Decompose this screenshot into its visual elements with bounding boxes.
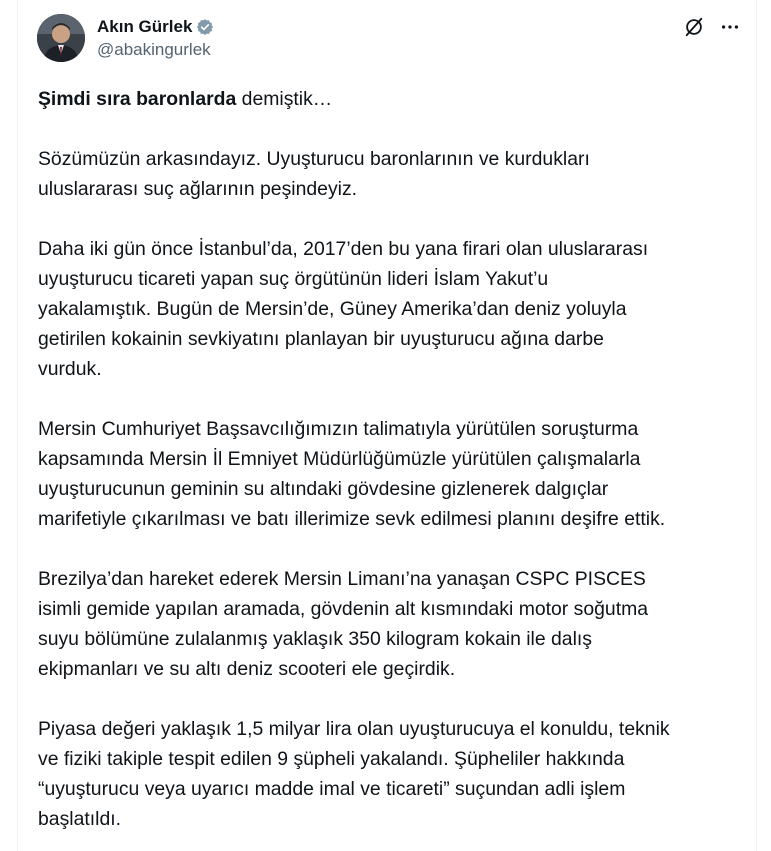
post-paragraph-3 xyxy=(38,414,750,534)
post-paragraph-5 xyxy=(38,714,750,834)
text-line: ekipmanları ve su altı deniz scooteri ele geçirdik. xyxy=(38,658,456,680)
author-display-name[interactable]: Akın Gürlek xyxy=(97,17,193,36)
text-line: kapsamında Mersin İl Emniyet Müdürlüğümüzle yürütülen çalışmalarla xyxy=(38,448,641,470)
text-line: Brezilya’dan hareket ederek Mersin Limanı’na yanaşan CSPC PISCES xyxy=(38,568,646,590)
text-line: suyu bölümüne zulalanmış yaklaşık 350 kilogram kokain ile dalış xyxy=(38,628,592,650)
text-line: uluslararası suç ağlarının peşindeyiz. xyxy=(38,178,358,200)
text-line: uyuşturucunun geminin su altındaki gövdesine gizlenerek dalgıçlar xyxy=(38,478,609,500)
post-header-actions xyxy=(683,16,741,38)
post-intro-rest: demiştik… xyxy=(236,88,333,110)
post-paragraph-2 xyxy=(38,234,750,384)
post-intro-bold: Şimdi sıra baronlarda xyxy=(38,88,237,110)
grok-icon[interactable] xyxy=(683,16,705,38)
text-line: Daha iki gün önce İstanbul’da, 2017’den bu yana firari olan uluslararası xyxy=(38,238,649,260)
post-header xyxy=(37,14,751,66)
text-line: “uyuşturucu veya uyarıcı madde imal ve ticareti” suçundan adli işlem xyxy=(38,778,626,800)
post-paragraph-4 xyxy=(38,564,750,684)
verified-badge-icon[interactable] xyxy=(196,18,214,36)
text-line: Mersin Cumhuriyet Başsavcılığımızın talimatıyla yürütülen soruşturma xyxy=(38,418,639,440)
post-paragraph-1 xyxy=(38,144,750,204)
more-options-icon[interactable] xyxy=(719,16,741,38)
post-intro xyxy=(38,84,750,114)
text-line: başlatıldı. xyxy=(38,808,121,830)
post-text xyxy=(38,84,750,851)
text-line: isimli gemide yapılan aramada, gövdenin alt kısmındaki motor soğutma xyxy=(38,598,649,620)
text-line: vurduk. xyxy=(38,358,102,380)
text-line: getirilen kokainin sevkiyatını planlayan bir uyuşturucu ağına darbe xyxy=(38,328,604,350)
text-line: uyuşturucu ticareti yapan suç örgütünün lideri İslam Yakut’u xyxy=(38,268,549,290)
text-line: Piyasa değeri yaklaşık 1,5 milyar lira olan uyuşturucuya el konuldu, teknik xyxy=(38,718,670,740)
author-handle[interactable]: @abakingurlek xyxy=(97,40,211,59)
avatar-photo xyxy=(37,14,85,62)
text-line: Sözümüzün arkasındayız. Uyuşturucu baronlarının ve kurdukları xyxy=(38,148,590,170)
author-names xyxy=(97,16,214,60)
text-line: marifetiyle çıkarılması ve batı illerimize sevk edilmesi planını deşifre ettik. xyxy=(38,508,666,530)
avatar[interactable] xyxy=(37,14,85,62)
text-line: yakalamıştık. Bugün de Mersin’de, Güney Amerika’dan deniz yoluyla xyxy=(38,298,627,320)
text-line: ve fiziki takiple tespit edilen 9 şüpheli yakalandı. Şüpheliler hakkında xyxy=(38,748,625,770)
